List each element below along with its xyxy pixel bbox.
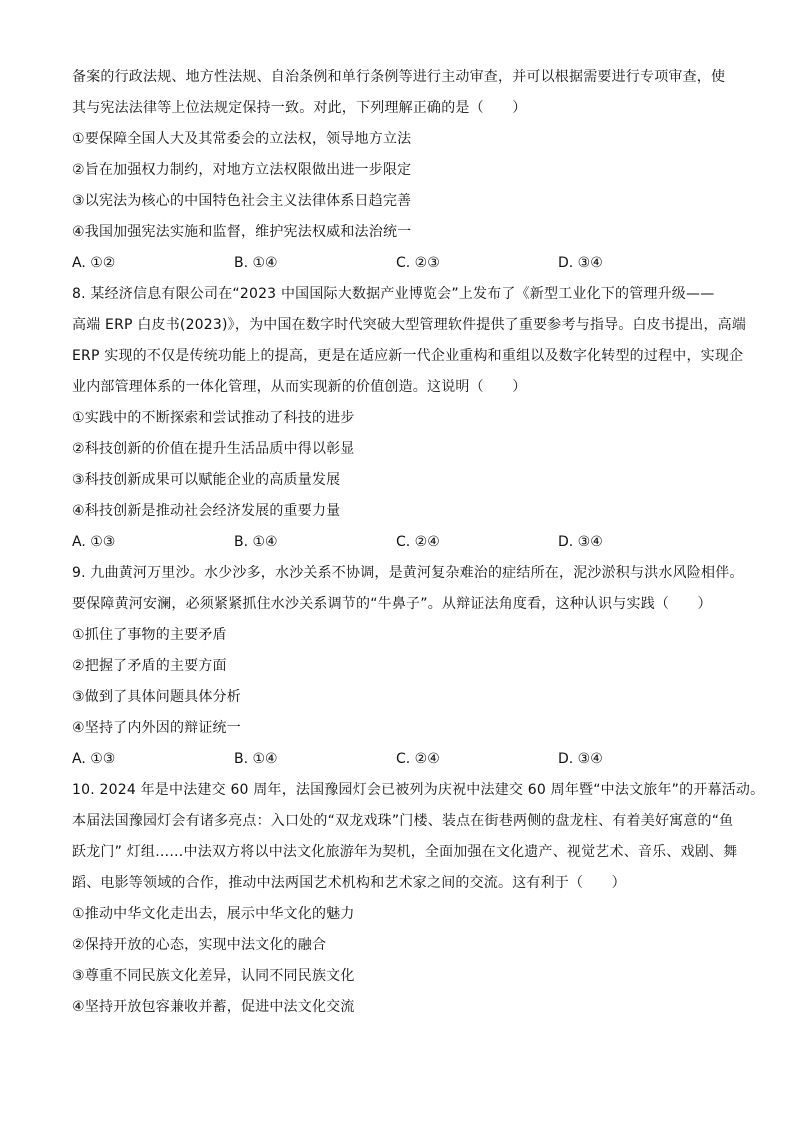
stem-line: ERP 实现的不仅是传统功能上的提高，更是在适应新一代企业重构和重组以及数字化转型的过程中，实现企 (72, 348, 744, 364)
stem-line: 9. 九曲黄河万里沙。水少沙多，水沙关系不协调，是黄河复杂难治的症结所在，泥沙淤积与洪水风险相伴。 (72, 565, 744, 581)
option-a: A. ①③ (72, 751, 116, 767)
statement-1: ①要保障全国人大及其常委会的立法权，领导地方立法 (72, 131, 412, 147)
stem-line: 蹈、电影等领域的合作，推动中法两国艺术机构和艺术家之间的交流。这有利于（ ） (72, 875, 626, 891)
statement-2: ②把握了矛盾的主要方面 (72, 658, 227, 674)
statement-4: ④我国加强宪法实施和监督，维护宪法权威和法治统一 (72, 224, 412, 240)
option-a: A. ①③ (72, 534, 116, 550)
option-d: D. ③④ (558, 255, 603, 271)
option-c: C. ②③ (396, 255, 440, 271)
answer-options (72, 527, 724, 558)
statement-3: ③以宪法为核心的中国特色社会主义法律体系日趋完善 (72, 193, 412, 209)
statement-2: ②旨在加强权力制约，对地方立法权限做出进一步限定 (72, 162, 412, 178)
option-b: B. ①④ (234, 255, 278, 271)
answer-options (72, 744, 724, 775)
statement-1: ①抓住了事物的主要矛盾 (72, 627, 227, 643)
option-d: D. ③④ (558, 534, 603, 550)
option-d: D. ③④ (558, 751, 603, 767)
statement-2: ②科技创新的价值在提升生活品质中得以彰显 (72, 441, 355, 457)
option-a: A. ①② (72, 255, 116, 271)
statement-1: ①实践中的不断探索和尝试推动了科技的进步 (72, 410, 355, 426)
statement-1: ①推动中华文化走出去，展示中华文化的魅力 (72, 906, 355, 922)
statement-4: ④坚持了内外因的辩证统一 (72, 720, 241, 736)
statement-3: ③科技创新成果可以赋能企业的高质量发展 (72, 472, 341, 488)
statement-3: ③尊重不同民族文化差异，认同不同民族文化 (72, 968, 355, 984)
statement-4: ④科技创新是推动社会经济发展的重要力量 (72, 503, 341, 519)
stem-line: 8. 某经济信息有限公司在“2023 中国国际大数据产业博览会”上发布了《新型工业化下的管理升级—— (72, 286, 715, 302)
stem-line: 本届法国豫园灯会有诸多亮点：入口处的“双龙戏珠”门楼、装点在街巷两侧的盘龙柱、有着美好寓意的“鱼 (72, 813, 734, 829)
statement-2: ②保持开放的心态，实现中法文化的融合 (72, 937, 327, 953)
question-10 (72, 775, 765, 1023)
option-b: B. ①④ (234, 751, 278, 767)
statement-4: ④坚持开放包容兼收并蓄，促进中法文化交流 (72, 999, 355, 1015)
stem-line: 10. 2024 年是中法建交 60 周年，法国豫园灯会已被列为庆祝中法建交 60 周年暨“中法文旅年”的开幕活动。 (72, 782, 765, 798)
question-7-continued (72, 62, 724, 279)
answer-options (72, 248, 724, 279)
stem-line: 高端 ERP 白皮书(2023)》，为中国在数字时代突破大型管理软件提供了重要参考与指导。白皮书提出，高端 (72, 317, 747, 333)
option-c: C. ②④ (396, 534, 440, 550)
question-9 (72, 558, 744, 775)
stem-line: 要保障黄河安澜，必须紧紧抓住水沙关系调节的“牛鼻子”。从辩证法角度看，这种认识与实践（ ） (72, 596, 712, 612)
stem-line: 备案的行政法规、地方性法规、自治条例和单行条例等进行主动审查，并可以根据需要进行专项审查，使 (72, 69, 726, 85)
statement-3: ③做到了具体问题具体分析 (72, 689, 241, 705)
option-c: C. ②④ (396, 751, 440, 767)
option-b: B. ①④ (234, 534, 278, 550)
question-8 (72, 279, 747, 558)
stem-line: 跃龙门” 灯组……中法双方将以中法文化旅游年为契机，全面加强在文化遗产、视觉艺术、音乐、戏剧、舞 (72, 844, 738, 860)
stem-line: 其与宪法法律等上位法规定保持一致。对此，下列理解正确的是（ ） (72, 100, 527, 116)
exam-page (72, 62, 765, 1023)
stem-line: 业内部管理体系的一体化管理，从而实现新的价值创造。这说明（ ） (72, 379, 527, 395)
